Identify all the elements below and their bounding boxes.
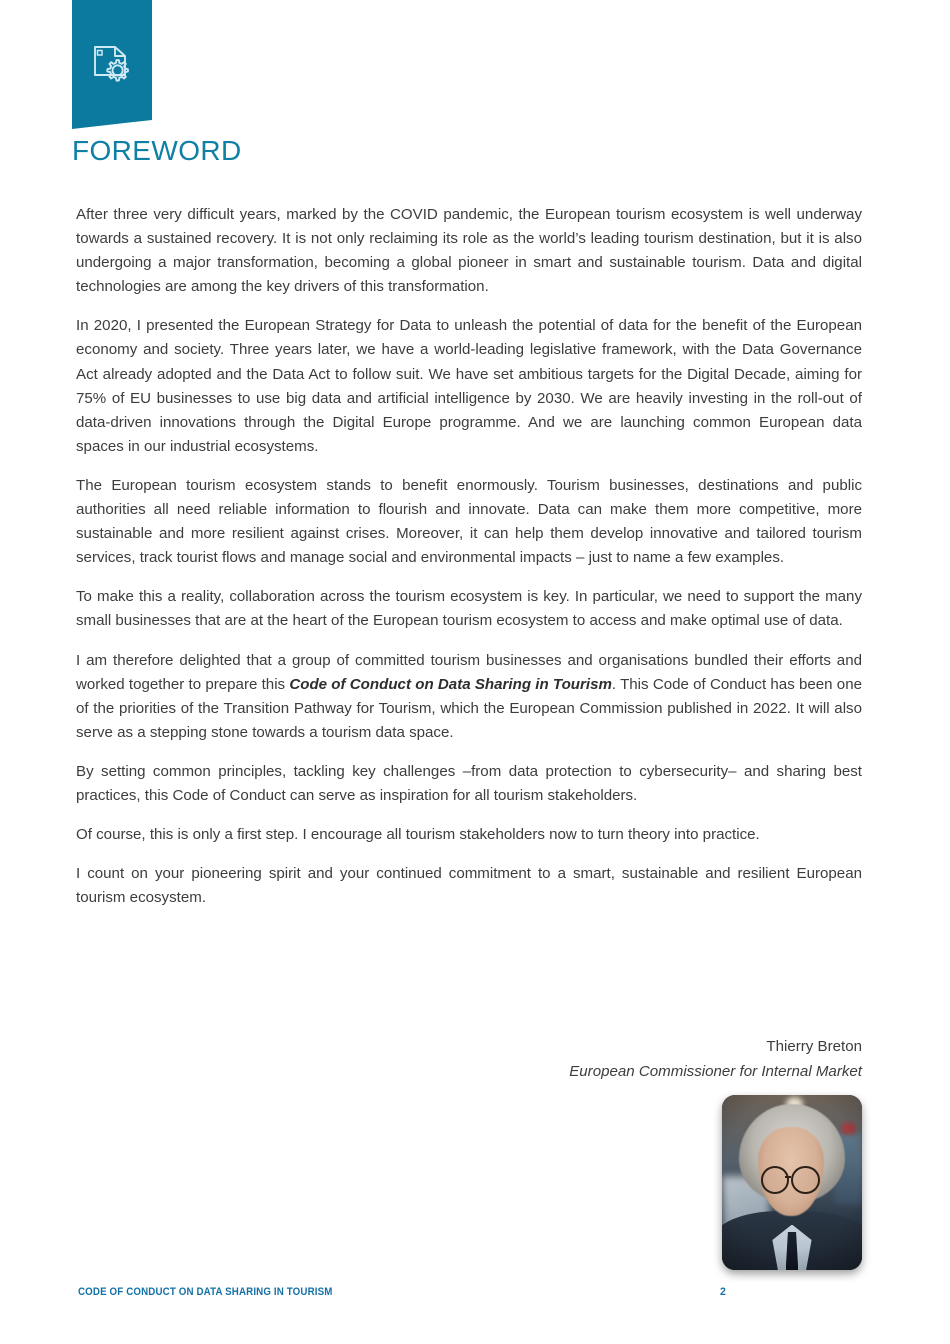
paragraph-6: By setting common principles, tackling key challenges –from data protection to cybersecurity– and sharing best practices, this Code of Conduct can serve as inspiration for all tourism stakeholders. xyxy=(76,762,862,804)
portrait-image xyxy=(722,1095,862,1270)
header-banner xyxy=(72,0,152,129)
foreword-body xyxy=(76,203,862,910)
paragraph-5-text-before: I am therefore delighted that a group of committed tourism businesses and organisations bundled their efforts and worked together to prepare this xyxy=(76,651,862,693)
paragraph-5 xyxy=(76,649,862,745)
signature-name: Thierry Breton xyxy=(766,1038,862,1055)
portrait-vignette xyxy=(722,1095,862,1270)
footer-document-title: CODE OF CONDUCT ON DATA SHARING IN TOURISM xyxy=(78,1286,333,1298)
signature-role: European Commissioner for Internal Market xyxy=(569,1063,862,1080)
signature-block xyxy=(342,1034,862,1084)
page-footer xyxy=(78,1286,872,1304)
paragraph-3: The European tourism ecosystem stands to benefit enormously. Tourism businesses, destinations and public authorities all need reliable information to flourish and innovate. Data can make them more competitive, more sustainable and more resilient against crises. Moreover, it can help them develop innovative and tailored tourism services, track tourist flows and manage social and environmental impacts – just to name a few examples. xyxy=(76,476,862,567)
paragraph-7: Of course, this is only a first step. I encourage all tourism stakeholders now to turn theory into practice. xyxy=(76,826,760,844)
portrait-photo xyxy=(722,1095,862,1270)
footer-page-number: 2 xyxy=(720,1286,726,1298)
document-gear-icon xyxy=(91,45,133,91)
code-of-conduct-emphasis: Code of Conduct on Data Sharing in Tourism xyxy=(289,675,612,693)
paragraph-4: To make this a reality, collaboration across the tourism ecosystem is key. In particular, we need to support the many small businesses that are at the heart of the European tourism ecosystem to access and make optimal use of data. xyxy=(76,588,862,630)
page-title: FOREWORD xyxy=(72,135,242,166)
paragraph-8: I count on your pioneering spirit and your continued commitment to a smart, sustainable and resilient European tourism ecosystem. xyxy=(76,865,862,907)
paragraph-5-text-after: . This Code of Conduct has been one of the priorities of the Transition Pathway for Tourism, which the European Commission published in 2022. It will also serve as a stepping stone towards a tourism data space. xyxy=(76,675,862,741)
paragraph-1: After three very difficult years, marked by the COVID pandemic, the European tourism ecosystem is well underway towards a sustained recovery. It is not only reclaiming its role as the world’s leading tourism destination, but it is also undergoing a major transformation, becoming a global pioneer in smart and sustainable tourism. Data and digital technologies are among the key drivers of this transformation. xyxy=(76,206,862,296)
paragraph-2: In 2020, I presented the European Strategy for Data to unleash the potential of data for the benefit of the European economy and society. Three years later, we have a world-leading legislative framework, with the Data Governance Act already adopted and the Data Act to follow suit. We have set ambitious targets for the Digital Decade, aiming for 75% of EU businesses to use big data and artificial intelligence by 2030. We are heavily investing in the roll-out of data-driven innovations through the Digital Europe programme. And we are launching common European data spaces in our industrial ecosystems. xyxy=(76,317,862,455)
